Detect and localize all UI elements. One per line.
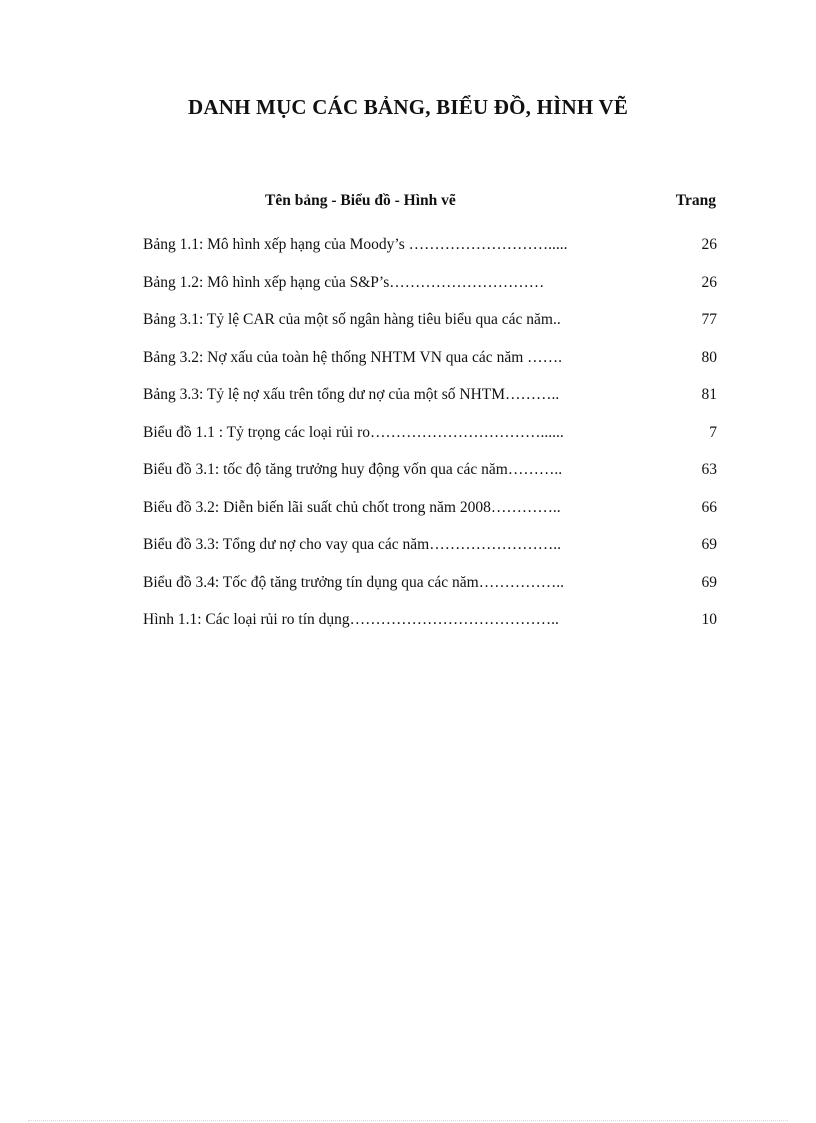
toc-entry-page: 81 [701, 386, 717, 403]
toc-entry-page: 26 [701, 236, 717, 253]
toc-entry-page: 77 [701, 311, 717, 328]
toc-header [0, 192, 816, 212]
toc-entry-text: Hình 1.1: Các loại rủi ro tín dụng………………………………….. [143, 611, 559, 628]
toc-entry-text: Biểu đồ 3.4: Tốc độ tăng trưởng tín dụng qua các năm…………….. [143, 573, 564, 591]
toc-entry-page: 7 [709, 423, 717, 441]
toc-entry-page: 66 [701, 498, 717, 516]
toc-entry-text: Biểu đồ 3.2: Diễn biến lãi suất chủ chốt trong năm 2008………….. [143, 498, 561, 516]
toc-entry-text: Bảng 3.2: Nợ xấu của toàn hệ thống NHTM VN qua các năm ……. [143, 348, 562, 366]
toc-entry-text: Bảng 3.3: Tỷ lệ nợ xấu trên tổng dư nợ của một số NHTM……….. [143, 386, 560, 403]
toc-entry-text: Biểu đồ 3.3: Tổng dư nợ cho vay qua các năm…………………….. [143, 536, 561, 553]
toc-entry [0, 461, 816, 499]
toc-entry-text: Biểu đồ 3.1: tốc độ tăng trưởng huy động vốn qua các năm……….. [143, 461, 563, 478]
toc-entry-page: 69 [701, 573, 717, 591]
toc-entry [0, 536, 816, 574]
toc-entry [0, 574, 816, 612]
toc-entry-page: 10 [701, 611, 717, 628]
toc-entry-page: 26 [701, 273, 717, 291]
toc-entry [0, 499, 816, 537]
toc-entry-text: Biểu đồ 1.1 : Tỷ trọng các loại rủi ro……………………………...... [143, 423, 564, 441]
toc-entry [0, 349, 816, 387]
toc-list [0, 236, 816, 649]
toc-entry-page: 69 [701, 536, 717, 553]
toc-header-name: Tên bảng - Biểu đồ - Hình vẽ [265, 192, 456, 209]
toc-entry-text: Bảng 1.1: Mô hình xếp hạng của Moody’s ………………………..... [143, 236, 568, 253]
page-bottom-divider [28, 1120, 788, 1121]
toc-entry [0, 611, 816, 649]
toc-entry [0, 311, 816, 349]
toc-entry-text: Bảng 3.1: Tỷ lệ CAR của một số ngân hàng tiêu biểu qua các năm.. [143, 311, 561, 328]
toc-entry-text: Bảng 1.2: Mô hình xếp hạng của S&P’s………………………… [143, 273, 545, 291]
toc-entry-page: 80 [701, 348, 717, 366]
toc-entry-page: 63 [701, 461, 717, 478]
toc-entry [0, 424, 816, 462]
toc-entry [0, 274, 816, 312]
toc-header-page: Trang [675, 192, 716, 209]
toc-entry [0, 386, 816, 424]
toc-entry [0, 236, 816, 274]
page-title: DANH MỤC CÁC BẢNG, BIỂU ĐỒ, HÌNH VẼ [187, 95, 629, 119]
